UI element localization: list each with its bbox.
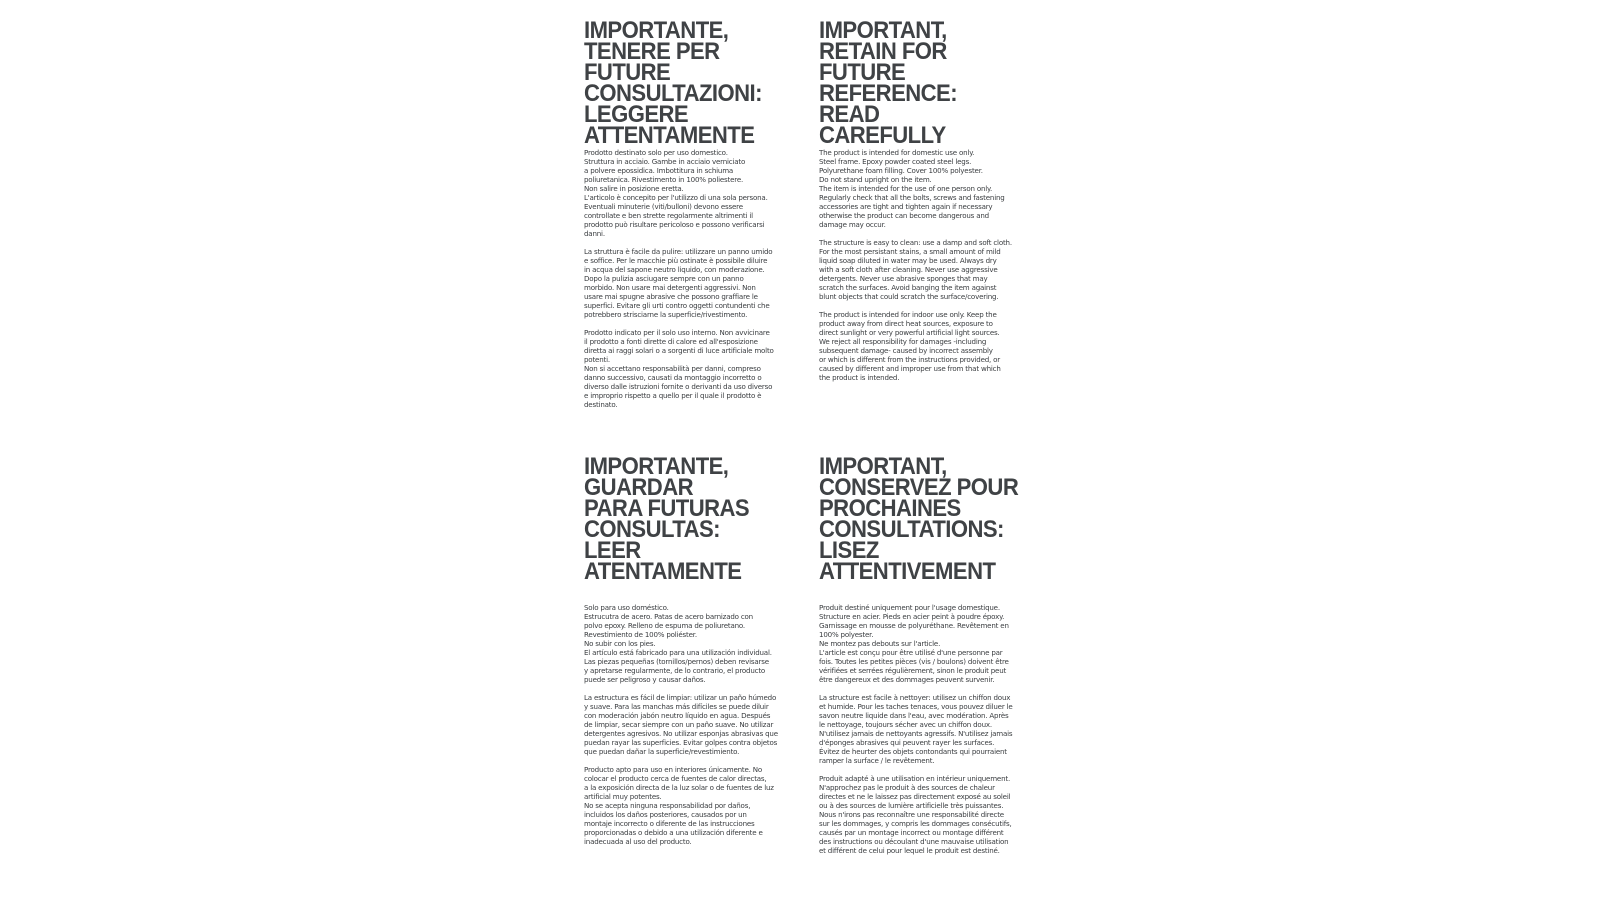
paragraph: La structure est facile à nettoyer: utilisez un chiffon doux et humide. Pour les taches tenaces, vous pouvez diluer le savon neutre liquide dans l'eau, avec modération. Après le nettoyage, toujours sécher avec un chiffon doux. N'utilisez jamais de nettoyants agressifs. N'utilisez jamais d'éponges abrasives qui peuvent rayer les surfaces. Évitez de heurter des objets contondants qui pourraient ramper la surface / le revêtement. (819, 693, 1013, 765)
section-body-spanish (584, 603, 794, 855)
section-french (819, 453, 1029, 855)
section-spanish (584, 453, 794, 846)
paragraph: The structure is easy to clean: use a damp and soft cloth. For the most persistant stains, a small amount of mild liquid soap diluted in water may be used. Always dry with a soft cloth after cleaning. Never use aggressive detergents. Never use abrasive sponges that may scratch the surfaces. Avoid banging the item against blunt objects that could scratch the surface/covering. (819, 238, 1012, 301)
section-body-italian (584, 148, 794, 418)
section-english (819, 17, 1029, 382)
paragraph: The product is intended for domestic use only. Steel frame. Epoxy powder coated steel legs. Polyurethane foam filling. Cover 100% polyester. Do not stand upright on the item. The item is intended for the use of one person only. Regularly check that all the bolts, screws and fastening accessories are tight and tighten again if necessary otherwise the product can become dangerous and damage may occur. (819, 148, 1005, 229)
paragraph: Prodotto indicato per il solo uso interno. Non avvicinare il prodotto a fonti dirette di calore ed all'esposizione diretta ai raggi solari o a sorgenti di luce artificiale molto potenti. Non si accettano responsabilità per danni, compreso danno successivo, causati da montaggio incorretto o diverso dalle istruzioni fornite o derivanti da uso diverso e improprio rispetto a quello per il quale il prodotto è destinato. (584, 328, 774, 409)
section-heading-spanish: IMPORTANTE, GUARDAR PARA FUTURAS CONSULTAS: LEER ATENTAMENTE (584, 453, 750, 585)
paragraph: La estructura es fácil de limpiar: utilizar un paño húmedo y suave. Para las manchas más difíciles se puede diluir con moderación jabón neutro líquido en agua. Después de limpiar, secar siempre con un paño suave. No utilizar detergentes agresivos. No utilizar esponjas abrasivas que puedan rayar las superficies. Evitar golpes contra objetos que puedan dañar la superficie/revestimiento. (584, 693, 778, 756)
paragraph: Produit destiné uniquement pour l'usage domestique. Structure en acier. Pieds en acier peint à poudre époxy. Garnissage en mousse de polyuréthane. Revêtement en 100% polyester. Ne montez pas debouts sur l'article. L'article est conçu pour être utilisé d'une personne par fois. Toutes les petites pièces (vis / boulons) doivent être vérifiées et serrées régulièrement, sinon le produit peut être dangereux et des dommages peuvent survenir. (819, 603, 1009, 684)
paragraph: Produit adapté à une utilisation en intérieur uniquement. N'approchez pas le produit à des sources de chaleur directes et ne le laissez pas directement exposé au soleil ou à des sources de lumière artificielle très puissantes. Nous n'irons pas reconnaître une responsabilité directe sur les dommages, y compris les dommages consécutifs, causés par un montage incorrect ou montage différent des instructions ou découlant d'une mauvaise utilisation et différent de celui pour lequel le produit est destiné. (819, 774, 1012, 855)
section-body-french (819, 603, 1029, 864)
paragraph: Solo para uso doméstico. Estrucutra de acero. Patas de acero barnizado con polvo epoxy. Relleno de espuma de poliuretano. Revestimiento de 100% poliéster. No subir con los pies. El artículo está fabricado para una utilización individual. Las piezas pequeñas (tornillos/pernos) deben revisarse y apretarse regularmente, de lo contrario, el producto puede ser peligroso y causar daños. (584, 603, 772, 684)
section-heading-italian: IMPORTANTE, TENERE PER FUTURE CONSULTAZIONI: LEGGERE ATTENTAMENTE (584, 17, 762, 149)
paragraph: La struttura è facile da pulire: utilizzare un panno umido e soffice. Per le macchie più ostinate è possibile diluire in acqua del sapone neutro liquido, con moderazione. Dopo la pulizia asciugare sempre con un panno morbido. Non usare mai detergenti aggressivi. Non usare mai spugne abrasive che possono graffiare le superfici. Evitare gli urti contro oggetti contundenti che potrebbero strisciarne la superficie/rivestimento. (584, 247, 773, 319)
paragraph: The product is intended for indoor use only. Keep the product away from direct heat sources, exposure to direct sunlight or very powerful artificial light sources. We reject all responsibility for damages -including subsequent damage- caused by incorrect assembly or which is different from the instructions provided, or caused by different and improper use from that which the product is intended. (819, 310, 1001, 382)
section-italian (584, 17, 794, 409)
section-heading-english: IMPORTANT, RETAIN FOR FUTURE REFERENCE: READ CAREFULLY (819, 17, 958, 149)
paragraph: Producto apto para uso en interiores únicamente. No colocar el producto cerca de fuentes de calor directas, a la exposición directa de la luz solar o de fuentes de luz artificial muy potentes. No se acepta ninguna responsabilidad por daños, incluidos los daños posteriores, causados por un montaje incorrecto o diferente de las instrucciones proporcionadas o debido a una utilización diferente e inadecuada al uso del producto. (584, 765, 774, 846)
section-heading-french: IMPORTANT, CONSERVEZ POUR PROCHAINES CONSULTATIONS: LISEZ ATTENTIVEMENT (819, 453, 1019, 585)
section-body-english (819, 148, 1029, 391)
paragraph: Prodotto destinato solo per uso domestico. Struttura in acciaio. Gambe in acciaio verniciato a polvere epossidica. Imbottitura in schiuma poliuretanica. Rivestimento in 100% poliestere. Non salire in posizione eretta. L'articolo è concepito per l'utilizzo di una sola persona. Eventuali minuterie (viti/bulloni) devono essere controllate e ben strette regolarmente altrimenti il prodotto può risultare pericoloso e possono verificarsi danni. (584, 148, 768, 238)
